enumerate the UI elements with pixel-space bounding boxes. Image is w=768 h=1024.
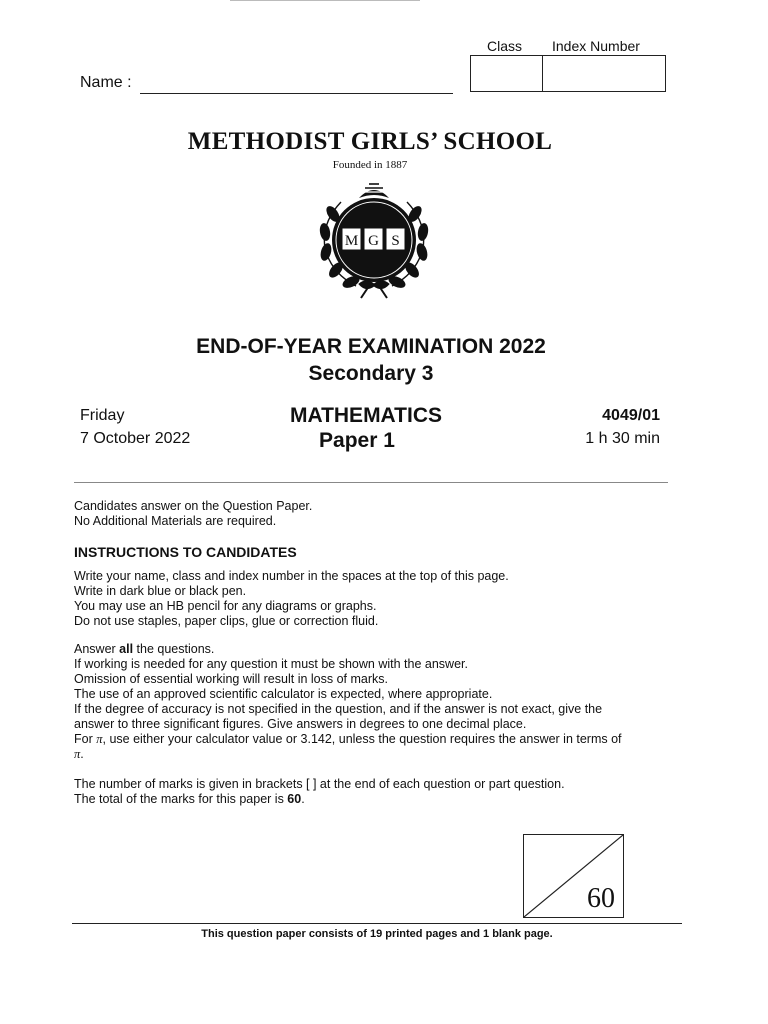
instruction-line: π. xyxy=(74,747,84,761)
name-field-line[interactable] xyxy=(140,93,453,94)
pi-symbol: π xyxy=(74,747,81,761)
instruction-line: Omission of essential working will result in loss of marks. xyxy=(74,672,388,686)
instruction-line: If the degree of accuracy is not specified in the question, and if the answer is not exact, give the xyxy=(74,702,603,716)
instruction-line: Answer all the questions. xyxy=(74,642,215,656)
note-line: No Additional Materials are required. xyxy=(74,514,277,528)
instruction-line: If working is needed for any question it must be shown with the answer. xyxy=(74,657,468,671)
instructions-block-2 xyxy=(74,642,694,762)
marks-info xyxy=(74,777,694,807)
class-field[interactable] xyxy=(471,56,543,91)
exam-date: 7 October 2022 xyxy=(80,430,191,447)
footer-note: This question paper consists of 19 printed pages and 1 blank page. xyxy=(201,928,553,940)
note-line: Candidates answer on the Question Paper. xyxy=(74,499,313,513)
total-marks-text: 60 xyxy=(287,792,302,806)
crest-letter-g: G xyxy=(368,233,379,249)
crest-letter-s: S xyxy=(391,233,400,249)
exam-paper: Paper 1 xyxy=(319,429,395,452)
founded-text: Founded in 1887 xyxy=(332,159,408,171)
school-crest-icon xyxy=(311,178,437,300)
crest-letter-m: M xyxy=(344,233,359,249)
index-number-label: Index Number xyxy=(552,38,640,54)
instruction-line: answer to three significant figures. Give answers in degrees to one decimal place. xyxy=(74,717,527,731)
instruction-line: Do not use staples, paper clips, glue or correction fluid. xyxy=(74,614,379,628)
paper-code: 4049/01 xyxy=(602,407,660,424)
divider xyxy=(74,482,668,483)
exam-level: Secondary 3 xyxy=(308,362,434,385)
instruction-line: The total of the marks for this paper is 60. xyxy=(74,792,305,806)
scan-edge-line xyxy=(230,0,420,1)
total-marks-value: 60 xyxy=(587,883,615,914)
emphasis-all: all xyxy=(119,642,134,656)
exam-duration: 1 h 30 min xyxy=(585,430,660,447)
index-number-field[interactable] xyxy=(543,56,665,91)
pi-symbol: π xyxy=(96,732,103,746)
instruction-line: Write in dark blue or black pen. xyxy=(74,584,247,598)
school-name: METHODIST GIRLS’ SCHOOL xyxy=(187,128,553,155)
class-index-box[interactable] xyxy=(470,55,666,92)
footer-divider xyxy=(72,923,682,924)
instructions-block-1 xyxy=(74,569,694,629)
instruction-line: The number of marks is given in brackets [ ] at the end of each question or part question. xyxy=(74,777,565,791)
instruction-line: For π, use either your calculator value or 3.142, unless the question requires the answer in terms of xyxy=(74,732,622,746)
name-label: Name : xyxy=(80,74,132,91)
general-notes xyxy=(74,499,694,529)
instruction-line: Write your name, class and index number in the spaces at the top of this page. xyxy=(74,569,509,583)
instruction-line: You may use an HB pencil for any diagrams or graphs. xyxy=(74,599,377,613)
exam-day: Friday xyxy=(80,407,125,424)
exam-subject: MATHEMATICS xyxy=(289,404,443,427)
instructions-heading: INSTRUCTIONS TO CANDIDATES xyxy=(74,544,297,560)
exam-title: END-OF-YEAR EXAMINATION 2022 xyxy=(196,335,546,358)
class-label: Class xyxy=(487,38,523,54)
marks-box[interactable] xyxy=(523,834,624,918)
instruction-line: The use of an approved scientific calculator is expected, where appropriate. xyxy=(74,687,493,701)
